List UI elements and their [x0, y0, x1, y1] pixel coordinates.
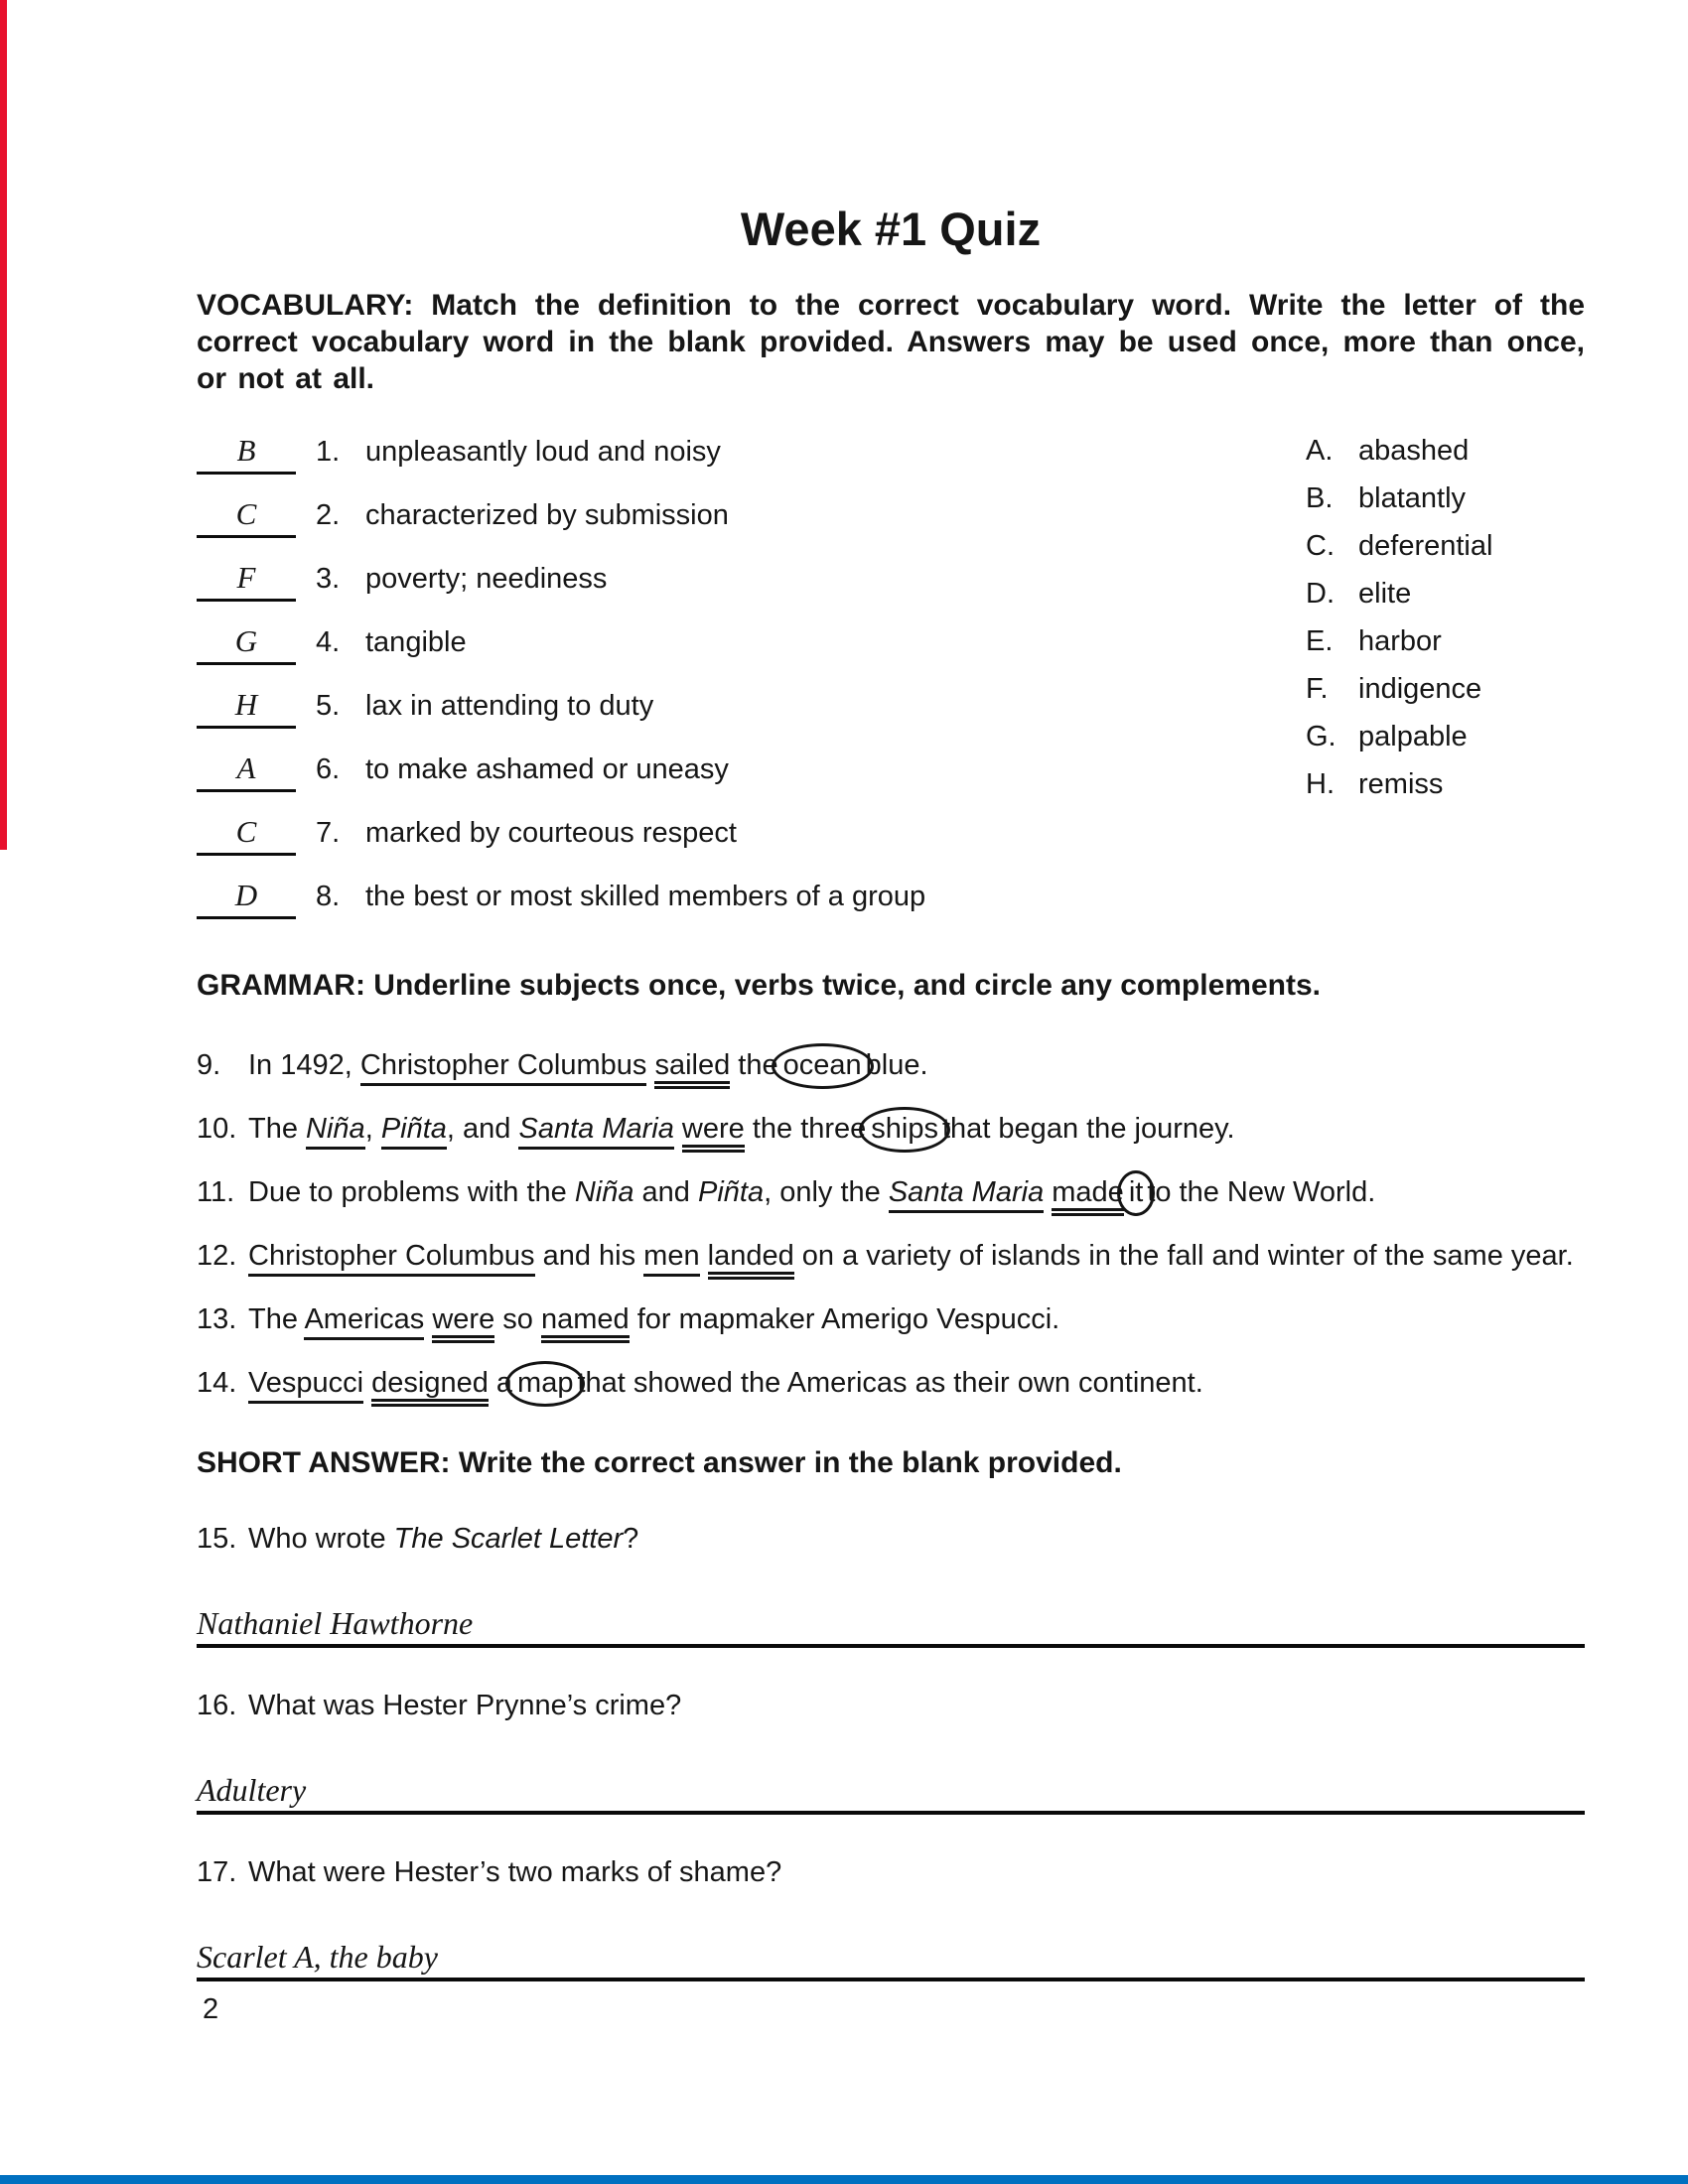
vocabulary-instructions: VOCABULARY: Match the definition to the correct vocabulary word. Write the letter of the correct vocabulary word in the blank provided. Answers may be used once, more than once, or not at all.	[197, 288, 1585, 395]
sentence-text: What was Hester Prynne’s crime?	[248, 1689, 682, 1721]
grammar-sentence	[197, 1297, 1585, 1341]
sentence-number: 10.	[197, 1112, 237, 1145]
word-bank-word: remiss	[1358, 767, 1444, 800]
subject-underlined: Christopher Columbus	[248, 1240, 535, 1277]
italic-text: Piñta	[697, 1175, 765, 1208]
written-answer-text: Scarlet A, the baby	[197, 1938, 438, 1975]
question-number: 15.	[197, 1522, 237, 1555]
written-answer-letter: A	[236, 750, 256, 785]
sentence-text: , and	[446, 1112, 519, 1145]
written-answer-letter: D	[234, 877, 258, 912]
sentence-body	[248, 1170, 1375, 1214]
short-answer-question	[197, 1523, 1585, 1561]
grammar-sentence	[197, 1043, 1585, 1087]
circled-complement: it	[1117, 1170, 1156, 1216]
verb-double-underlined: designed	[371, 1367, 489, 1407]
answer-blank[interactable]	[197, 878, 296, 919]
circled-complement: ships	[859, 1107, 950, 1153]
subject-underlined: Piñta	[381, 1113, 447, 1150]
sentence-body	[248, 1361, 1203, 1405]
page-number: 2	[203, 1993, 219, 2025]
word-bank-letter: A.	[1306, 434, 1334, 467]
subject-underlined: men	[643, 1240, 699, 1277]
sentence-text: to the New World.	[1147, 1175, 1376, 1208]
vocab-item-row	[197, 814, 1585, 858]
word-bank-item	[1306, 578, 1584, 612]
word-bank-word: abashed	[1358, 434, 1470, 467]
written-answer-text: Adultery	[197, 1771, 307, 1808]
definition-text: the best or most skilled members of a group	[365, 880, 926, 912]
vocab-item-row	[197, 878, 1585, 921]
definition-text: to make ashamed or uneasy	[365, 752, 729, 785]
sentence-text: a	[488, 1366, 513, 1399]
subject-underlined: Santa Maria	[518, 1113, 673, 1150]
sentence-text: that began the journey.	[942, 1112, 1235, 1145]
circled-complement: map	[505, 1361, 585, 1407]
sentence-text: , only the	[764, 1175, 889, 1208]
sentence-text: Due to problems with the	[248, 1175, 575, 1208]
sentence-text: for mapmaker Amerigo Vespucci.	[629, 1302, 1060, 1335]
answer-blank[interactable]	[197, 751, 296, 792]
word-bank-item	[1306, 482, 1584, 516]
sentence-number: 13.	[197, 1302, 237, 1335]
item-number: 2.	[316, 498, 341, 531]
sentence-text	[700, 1240, 708, 1272]
word-bank-item	[1306, 673, 1584, 707]
item-number: 1.	[316, 435, 341, 468]
vocabulary-section	[197, 433, 1585, 945]
sentence-body	[248, 1043, 928, 1087]
page-content	[197, 0, 1585, 1981]
question-text	[248, 1523, 638, 1556]
word-bank-letter: E.	[1306, 624, 1334, 657]
question-text	[248, 1690, 681, 1722]
left-edge-red-stripe	[0, 0, 7, 850]
sentence-text: Who wrote	[248, 1522, 394, 1555]
definition-text: unpleasantly loud and noisy	[365, 435, 721, 468]
grammar-sentence-list	[197, 1043, 1585, 1405]
answer-blank[interactable]	[197, 496, 296, 538]
sentence-text: so	[494, 1302, 541, 1335]
question-text	[248, 1856, 781, 1889]
grammar-sentence	[197, 1234, 1585, 1278]
short-answer-list	[197, 1523, 1585, 1981]
word-bank-word: blatantly	[1358, 481, 1467, 514]
grammar-heading: GRAMMAR: Underline subjects once, verbs twice, and circle any complements.	[197, 968, 1321, 1002]
answer-blank[interactable]	[197, 814, 296, 856]
verb-double-underlined: sailed	[654, 1049, 730, 1089]
short-answer-question	[197, 1690, 1585, 1727]
circled-complement: ocean	[772, 1043, 874, 1089]
answer-blank[interactable]	[197, 560, 296, 602]
word-bank-word: harbor	[1358, 624, 1442, 657]
item-number: 3.	[316, 562, 341, 595]
word-bank-item	[1306, 625, 1584, 659]
sentence-text: the three	[744, 1112, 867, 1145]
verb-double-underlined: were	[682, 1113, 745, 1153]
sentence-body	[248, 1107, 1235, 1151]
question-number: 17.	[197, 1855, 237, 1888]
subject-underlined: Christopher Columbus	[360, 1049, 647, 1086]
short-answer-question	[197, 1856, 1585, 1894]
italic-text: Niña	[574, 1175, 634, 1208]
written-answer-letter: C	[235, 813, 257, 849]
short-answer-line[interactable]	[197, 1602, 1585, 1648]
word-bank	[1306, 435, 1584, 816]
word-bank-letter: C.	[1306, 529, 1335, 562]
written-answer-letter: G	[234, 622, 258, 658]
sentence-text: The	[248, 1302, 305, 1335]
answer-blank[interactable]	[197, 433, 296, 475]
sentence-number: 9.	[197, 1048, 221, 1081]
short-answer-line[interactable]	[197, 1936, 1585, 1981]
word-bank-letter: D.	[1306, 577, 1335, 610]
sentence-text: and his	[534, 1239, 644, 1272]
grammar-sentence	[197, 1170, 1585, 1214]
written-answer-letter: F	[236, 559, 256, 595]
written-answer-text: Nathaniel Hawthorne	[197, 1604, 474, 1641]
word-bank-word: deferential	[1358, 529, 1493, 562]
word-bank-letter: F.	[1306, 672, 1329, 705]
verb-double-underlined: landed	[708, 1240, 794, 1280]
written-answer-letter: C	[235, 495, 257, 531]
word-bank-letter: B.	[1306, 481, 1334, 514]
sentence-body	[248, 1297, 1059, 1341]
sentence-body	[248, 1234, 1574, 1278]
short-answer-heading: SHORT ANSWER: Write the correct answer in the blank provided.	[197, 1445, 1122, 1479]
definition-text: characterized by submission	[365, 498, 729, 531]
sentence-text: What were Hester’s two marks of shame?	[248, 1855, 782, 1888]
definition-text: lax in attending to duty	[365, 689, 654, 722]
sentence-text: the	[730, 1048, 778, 1081]
verb-double-underlined: made	[1052, 1176, 1124, 1216]
sentence-text: The	[248, 1112, 307, 1145]
word-bank-item	[1306, 768, 1584, 802]
answer-blank[interactable]	[197, 623, 296, 665]
word-bank-letter: G.	[1306, 720, 1336, 752]
item-number: 4.	[316, 625, 341, 658]
subject-underlined: Santa Maria	[889, 1176, 1044, 1213]
definition-text: tangible	[365, 625, 467, 658]
sentence-text: and	[633, 1175, 698, 1208]
question-number: 16.	[197, 1689, 237, 1721]
sentence-number: 14.	[197, 1366, 237, 1399]
sentence-text: ,	[364, 1112, 381, 1145]
grammar-sentence	[197, 1361, 1585, 1405]
word-bank-item	[1306, 530, 1584, 564]
verb-double-underlined: were	[432, 1303, 494, 1343]
short-answer-line[interactable]	[197, 1769, 1585, 1815]
word-bank-word: elite	[1358, 577, 1412, 610]
bottom-edge-blue-stripe	[0, 2175, 1688, 2184]
word-bank-item	[1306, 435, 1584, 469]
verb-double-underlined: named	[541, 1303, 630, 1343]
sentence-text: that showed the Americas as their own continent.	[577, 1366, 1203, 1399]
answer-blank[interactable]	[197, 687, 296, 729]
item-number: 6.	[316, 752, 341, 785]
written-answer-letter: B	[236, 432, 256, 468]
sentence-text	[674, 1113, 682, 1145]
word-bank-letter: H.	[1306, 767, 1335, 800]
item-number: 5.	[316, 689, 341, 722]
word-bank-word: indigence	[1358, 672, 1482, 705]
word-bank-item	[1306, 721, 1584, 754]
sentence-text	[363, 1367, 371, 1399]
written-answer-letter: H	[234, 686, 258, 722]
subject-underlined: Vespucci	[248, 1367, 363, 1404]
subject-underlined: Niña	[306, 1113, 365, 1150]
grammar-sentence	[197, 1107, 1585, 1151]
sentence-number: 12.	[197, 1239, 237, 1272]
sentence-text: on a variety of islands in the fall and winter of the same year.	[793, 1239, 1574, 1272]
quiz-title: Week #1 Quiz	[740, 203, 1042, 255]
definition-text: marked by courteous respect	[365, 816, 737, 849]
definition-text: poverty; neediness	[365, 562, 608, 595]
word-bank-word: palpable	[1358, 720, 1468, 752]
sentence-number: 11.	[197, 1175, 235, 1208]
sentence-text: blue.	[865, 1048, 928, 1081]
item-number: 8.	[316, 880, 341, 912]
sentence-text: In 1492,	[248, 1048, 360, 1081]
item-number: 7.	[316, 816, 341, 849]
subject-underlined: Americas	[304, 1303, 424, 1340]
sentence-text: ?	[623, 1522, 639, 1555]
italic-text: The Scarlet Letter	[393, 1522, 624, 1555]
